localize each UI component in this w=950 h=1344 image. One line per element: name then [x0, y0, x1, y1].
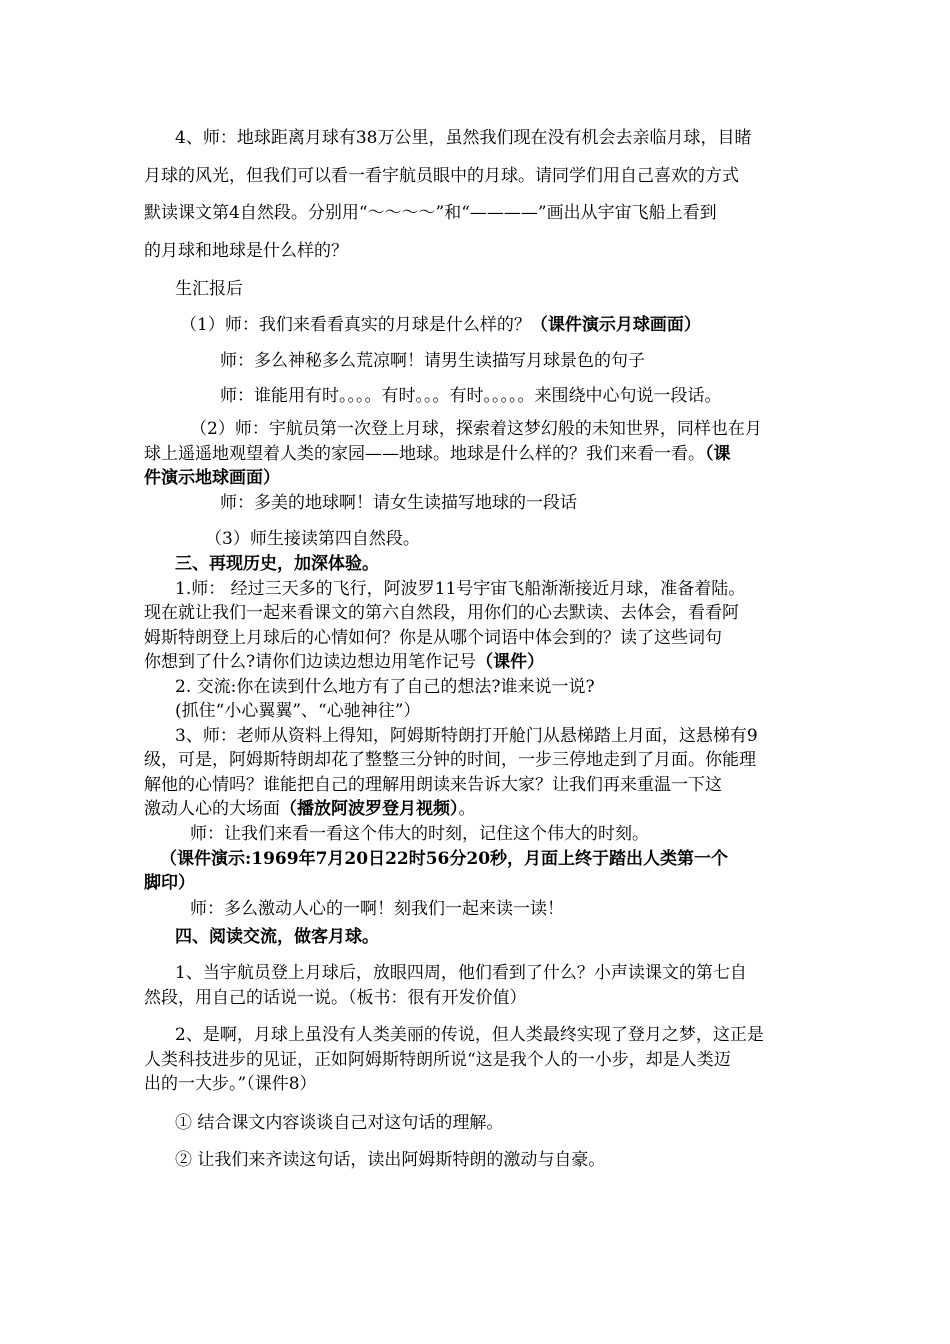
paragraph-line: （3）师生接读第四自然段。	[205, 529, 420, 549]
paragraph-line: 的月球和地球是什么样的？	[144, 241, 348, 261]
paragraph-line: 师：多么激动人心的一啊！刻我们一起来读一读！	[190, 899, 564, 919]
paragraph-line: （1）师：我们来看看真实的月球是什么样的？（课件演示月球画面）	[180, 315, 701, 335]
section-heading: 四、阅读交流，做客月球。	[175, 927, 379, 947]
paragraph-line: 姆斯特朗登上月球后的心情如何？你是从哪个词语中体会到的？读了这些词句	[144, 628, 722, 648]
paragraph-line: （课件演示:1969年7月20日22时56分20秒，月面上终于踏出人类第一个	[160, 849, 729, 869]
paragraph-line: 球上遥遥地观望着人类的家园——地球。地球是什么样的？我们来看一看。（课	[144, 444, 731, 464]
paragraph-line: 现在就让我们一起来看课文的第六自然段，用你们的心去默读、去体会，看看阿	[144, 603, 739, 623]
paragraph-line: 师：让我们来看一看这个伟大的时刻，记住这个伟大的时刻。	[190, 824, 649, 844]
paragraph-line: 1.师： 经过三天多的飞行，阿波罗11号宇宙飞船渐渐接近月球，准备着陆。	[175, 579, 746, 599]
paragraph-line: 1、当宇航员登上月球后，放眼四周，他们看到了什么？小声读课文的第七自	[175, 963, 747, 983]
paragraph-line: 脚印）	[144, 873, 195, 893]
paragraph-line: 3、师：老师从资料上得知，阿姆斯特朗打开舱门从悬梯踏上月面，这悬梯有9	[175, 726, 758, 746]
paragraph-line: 级，可是，阿姆斯特朗却花了整整三分钟的时间，一步三停地走到了月面。你能理	[144, 750, 756, 770]
paragraph-line: 你想到了什么?请你们边读边想边用笔作记号（课件）	[144, 652, 545, 672]
paragraph-line: 师：多美的地球啊！请女生读描写地球的一段话	[220, 493, 577, 513]
paragraph-line: 4、师：地球距离月球有38万公里，虽然我们现在没有机会去亲临月球，目睹	[175, 128, 752, 148]
paragraph-line: 出的一大步。”（课件8）	[144, 1074, 317, 1094]
paragraph-line: ① 结合课文内容谈谈自己对这句话的理解。	[175, 1113, 504, 1133]
paragraph-line: 月球的风光，但我们可以看一看宇航员眼中的月球。请同学们用自己喜欢的方式	[144, 166, 739, 186]
paragraph-line: 解他的心情吗？谁能把自己的理解用朗读来告诉大家？让我们再来重温一下这	[144, 775, 722, 795]
paragraph-line: 默读课文第4自然段。分别用“～～～～”和“————”画出从宇宙飞船上看到	[144, 203, 717, 223]
paragraph-line: （2）师：宇航员第一次登上月球，探索着这梦幻般的未知世界，同样也在月	[190, 419, 762, 439]
paragraph-line: 师：谁能用有时。。。。有时。。。有时。。。。。来围绕中心句说一段话。	[220, 386, 722, 406]
paragraph-line: ② 让我们来齐读这句话，读出阿姆斯特朗的激动与自豪。	[175, 1150, 606, 1170]
paragraph-line: 人类科技进步的见证，正如阿姆斯特朗所说“这是我个人的一小步，却是人类迈	[144, 1050, 731, 1070]
paragraph-line: 2. 交流:你在读到什么地方有了自己的想法?谁来说一说?	[175, 677, 595, 697]
paragraph-line: 激动人心的大场面（播放阿波罗登月视频）。	[144, 799, 476, 819]
paragraph-line: (抓住“小心翼翼”、“心驰神往”）	[175, 701, 421, 721]
paragraph-line: 师：多么神秘多么荒凉啊！请男生读描写月球景色的句子	[220, 351, 645, 371]
section-heading: 三、再现历史，加深体验。	[175, 554, 379, 574]
paragraph-line: 2、是啊，月球上虽没有人类美丽的传说，但人类最终实现了登月之梦，这正是	[175, 1025, 764, 1045]
paragraph-line: 件演示地球画面）	[144, 468, 280, 488]
paragraph-line: 然段，用自己的话说一说。（板书：很有开发价值）	[144, 988, 527, 1008]
paragraph-line: 生汇报后	[175, 279, 243, 299]
